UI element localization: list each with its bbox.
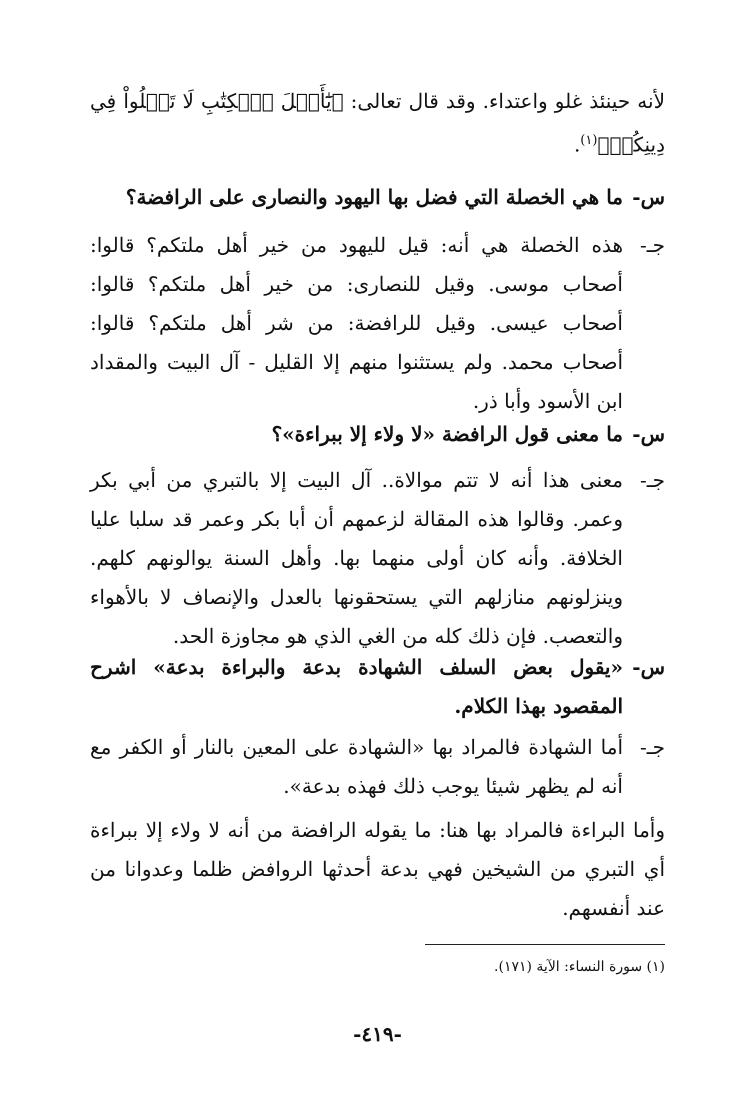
answer-marker: جـ- [640, 233, 665, 257]
answer-text: هذه الخصلة هي أنه: قيل لليهود من خير أهل ملتكم؟ قالوا: أصحاب موسى. وقيل للنصارى: من خير أهل ملتكم؟ قالوا: أصحاب عيسى. وقيل للرافضة: من شر أهل ملتكم؟ قالوا: أصحاب محمد. ولم يستثنوا منهم إلا القليل - آل البيت والمقداد ابن الأسود وأبا ذر. [90, 233, 623, 413]
answer-2 [90, 461, 665, 656]
question-marker: س- [632, 422, 665, 446]
answer-3 [90, 728, 665, 806]
answer-text: أما الشهادة فالمراد بها «الشهادة على المعين بالنار أو الكفر مع أنه لم يظهر شيئا يوجب ذلك فهذه بدعة». [90, 735, 623, 798]
intro-paragraph [90, 82, 665, 165]
intro-text: لأنه حينئذ غلو واعتداء. وقد قال تعالى: ﴿يَٰٓأَهۡلَ ٱلۡكِتَٰبِ لَا تَغۡلُواْ فِي دِينِكُمۡ﴾ [90, 89, 665, 157]
question-3 [90, 648, 665, 726]
answer-text: معنى هذا أنه لا تتم موالاة.. آل البيت إلا بالتبري من أبي بكر وعمر. وقالوا هذه المقالة لزعمهم أن أبا بكر وعمر قد سلبا عليا الخلافة. وأنه كان أولى منهما بها. وأهل السنة يوالونهم كلهم. وينزلونهم منازلهم التي يستحقونها بالعدل والإنصاف لا بالأهواء والتعصب. فإن ذلك كله من الغي الذي هو مجاوزة الحد. [90, 468, 623, 648]
question-text: «يقول بعض السلف الشهادة بدعة والبراءة بدعة» اشرح المقصود بهذا الكلام. [90, 655, 623, 718]
answer-1 [90, 226, 665, 421]
footnote-divider [425, 944, 665, 945]
question-marker: س- [632, 185, 665, 209]
question-text: ما هي الخصلة التي فضل بها اليهود والنصارى على الرافضة؟ [125, 185, 623, 209]
answer-marker: جـ- [640, 468, 665, 492]
footnote: (١) سورة النساء: الآية (١٧١). [494, 959, 665, 975]
question-2 [90, 415, 665, 454]
question-marker: س- [632, 655, 665, 679]
page-number: -٤١٩- [353, 1022, 402, 1046]
answer-marker: جـ- [640, 735, 665, 759]
question-text: ما معنى قول الرافضة «لا ولاء إلا ببراءة»؟ [271, 422, 623, 446]
continuation-paragraph: وأما البراءة فالمراد بها هنا: ما يقوله الرافضة من أنه لا ولاء إلا ببراءة أي التبري من الشيخين فهي بدعة أحدثها الروافض ظلما وعدوانا من عند أنفسهم. [90, 818, 665, 920]
footnote-reference: (١) [580, 133, 598, 148]
question-1 [90, 178, 665, 217]
intro-end: . [573, 132, 581, 157]
